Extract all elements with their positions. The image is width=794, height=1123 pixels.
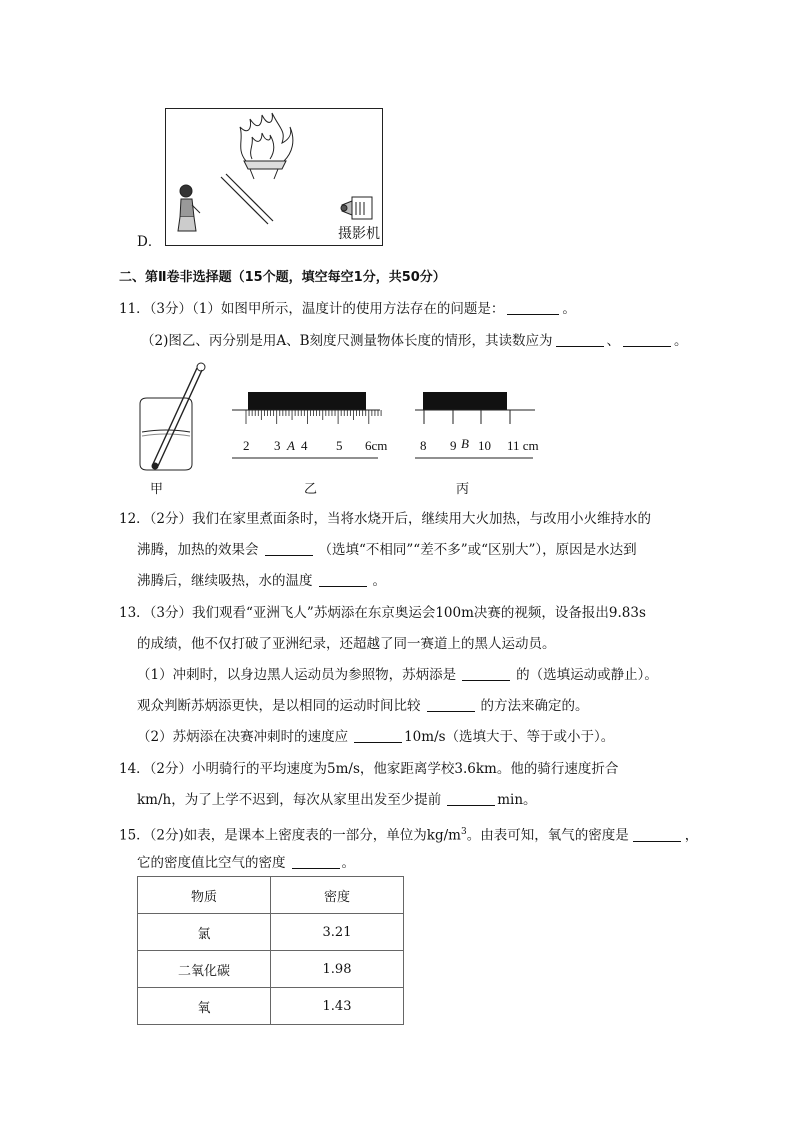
- table-row: [138, 914, 404, 951]
- q12-line2: [137, 540, 637, 560]
- table-cell-density: 1.43: [271, 988, 404, 1025]
- figure-d-box: [165, 108, 383, 246]
- q14-line2: [137, 790, 537, 810]
- ruler-b-tick-9: 9: [450, 438, 457, 453]
- thermometer-beaker-figure: [135, 360, 215, 472]
- fig-bing-label: 丙: [456, 482, 470, 497]
- table-cell-substance: 氧: [138, 988, 271, 1025]
- q13-line2: 的成绩，他不仅打破了亚洲纪录，还超越了同一赛道上的黑人运动员。: [137, 636, 556, 652]
- q12-line2a: 沸腾，加热的效果会: [137, 542, 259, 558]
- q13-line3: [137, 665, 658, 685]
- table-cell-substance: 氯: [138, 914, 271, 951]
- measured-object-b: [423, 392, 507, 410]
- q15-blank2[interactable]: [292, 854, 340, 869]
- q12-blank1[interactable]: [265, 541, 313, 556]
- table-cell-substance: 二氧化碳: [138, 951, 271, 988]
- ruler-a-tick-4: 4: [301, 438, 308, 453]
- q11-line2-end: 。: [674, 333, 688, 349]
- fire-icon: [240, 113, 293, 179]
- q13-line4a: 观众判断苏炳添更快，是以相同的运动时间比较: [137, 698, 421, 714]
- ruler-b-tick-11: 11 cm: [507, 438, 539, 453]
- table-header-row: [138, 877, 404, 914]
- q11-blank2[interactable]: [556, 332, 604, 347]
- q15-blank1[interactable]: [633, 827, 681, 842]
- q14-line1: 14．（2分）小明骑行的平均速度为5m/s，他家距离学校3.6km。他的骑行速度折合: [119, 761, 619, 777]
- ruler-a-tick-2: 2: [243, 438, 250, 453]
- table-header-substance: 物质: [138, 877, 271, 914]
- q11-line2-sep: 、: [606, 333, 621, 349]
- q11-blank3[interactable]: [623, 332, 671, 347]
- table-cell-density: 1.98: [271, 951, 404, 988]
- table-row: [138, 951, 404, 988]
- q15-line2: [137, 853, 355, 873]
- ruler-a-tick-6: 6cm: [365, 438, 388, 453]
- q13-line5b: 10m/s（选填大于、等于或小于）。: [404, 729, 615, 745]
- q12-line3: [137, 571, 386, 591]
- q13-line4b: 的方法来确定的。: [480, 698, 589, 714]
- camera-icon: [341, 197, 372, 219]
- q14-line2a: km/h，为了上学不迟到，每次从家里出发至少提前: [137, 792, 442, 808]
- q13-line3a: （1）冲刺时，以身边黑人运动员为参照物，苏炳添是: [137, 667, 457, 683]
- fig-yi-label: 乙: [304, 482, 318, 497]
- q12-line1: 12．（2分）我们在家里煮面条时，当将水烧开后，继续用大火加热，与改用小火维持水的: [119, 511, 652, 527]
- q15-line1a: 15．（2分)如表，是课本上密度表的一部分，单位为kg/m: [119, 827, 461, 844]
- q13-blank3[interactable]: [354, 728, 402, 743]
- q13-line5: [137, 727, 614, 747]
- measured-object-a: [248, 392, 366, 410]
- q15-unit-superscript: 3: [460, 827, 467, 837]
- q12-line3b: 。: [372, 573, 386, 589]
- q11-line1-text: 11．（3分）（1）如图甲所示，温度计的使用方法存在的问题是：: [119, 301, 505, 317]
- section-title: 二、第Ⅱ卷非选择题（15个题，填空每空1分，共50分）: [119, 270, 446, 285]
- density-table: [137, 876, 404, 1025]
- q14-line2b: min。: [497, 792, 537, 808]
- q11-line2-text: （2)图乙、丙分别是用A、B刻度尺测量物体长度的情形，其读数应为: [141, 333, 553, 349]
- q13-line4: [137, 696, 589, 716]
- q13-line3b: 的（选填运动或静止）。: [516, 667, 658, 683]
- table-header-density: 密度: [271, 877, 404, 914]
- q12-line2b: （选填“不相同”“差不多”或“区别大”），原因是水达到: [318, 542, 637, 558]
- q13-blank2[interactable]: [427, 697, 475, 712]
- q15-line1b: 。由表可知，氧气的密度是: [466, 827, 629, 844]
- q13-line5a: （2）苏炳添在决赛冲刺时的速度应: [137, 729, 349, 745]
- q11-line1-end: 。: [562, 301, 576, 317]
- ruler-b-tick-10: 10: [478, 438, 491, 453]
- ruler-a-tick-5: 5: [336, 438, 343, 453]
- person-icon: [178, 185, 200, 231]
- q11-blank1[interactable]: [507, 300, 559, 315]
- ruler-b-tick-8: 8: [420, 438, 427, 453]
- q11-line1: [119, 299, 576, 319]
- q15-line2a: 它的密度值比空气的密度: [137, 855, 286, 871]
- table-row: [138, 988, 404, 1025]
- q13-blank1[interactable]: [462, 666, 510, 681]
- q15-line2b: 。: [341, 855, 355, 871]
- q15-line1: [119, 822, 698, 846]
- table-cell-density: 3.21: [271, 914, 404, 951]
- q12-blank2[interactable]: [319, 572, 367, 587]
- fig-jia-label: 甲: [150, 482, 164, 497]
- option-d-label: D．: [137, 234, 162, 250]
- q14-blank1[interactable]: [447, 791, 495, 806]
- glass-plate: [221, 174, 273, 224]
- ruler-a-letter: A: [287, 438, 295, 453]
- q12-line3a: 沸腾后，继续吸热，水的温度: [137, 573, 313, 589]
- ruler-b-letter: B: [461, 436, 469, 451]
- camera-label: 摄影机: [338, 226, 380, 242]
- q15-line1c: ，: [684, 827, 699, 844]
- q13-line1: 13．（3分）我们观看“亚洲飞人”苏炳添在东京奥运会100m决赛的视频，设备报出9.83s: [119, 605, 646, 621]
- ruler-a-tick-3: 3: [274, 438, 281, 453]
- q11-line2: [141, 331, 688, 351]
